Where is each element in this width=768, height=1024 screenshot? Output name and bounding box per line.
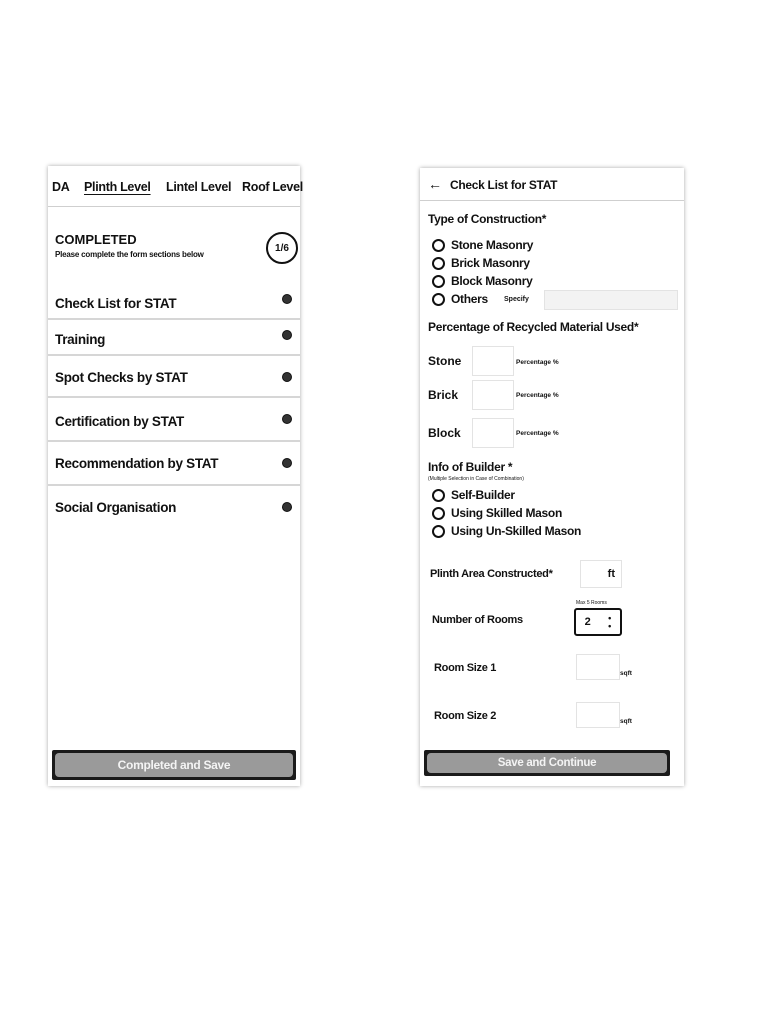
status-dot-icon [282,502,292,512]
radio-icon [432,293,445,306]
radio-icon [432,239,445,252]
option-label: Using Skilled Mason [451,506,562,520]
section-recommendation[interactable] [48,442,300,486]
radio-icon [432,525,445,538]
status-title: COMPLETED [55,232,137,247]
tab-lintel-level[interactable]: Lintel Level [166,180,232,194]
plinth-level-screen [48,166,303,786]
check-list-screen [420,168,684,786]
section-label: Recommendation by STAT [55,456,219,471]
builder-label: Info of Builder * [428,460,513,474]
option-label: Using Un-Skilled Mason [451,524,582,538]
option-label: Brick Masonry [451,256,530,270]
room-size-1-label: Room Size 1 [434,662,497,674]
radio-self-builder[interactable] [432,488,515,502]
level-tabs [48,166,303,207]
status-dot-icon [282,458,292,468]
section-label: Spot Checks by STAT [55,370,188,385]
section-label: Certification by STAT [55,414,184,429]
radio-unskilled-mason[interactable] [432,524,581,538]
progress-indicator: 1/6 [266,232,298,264]
option-label: Stone Masonry [451,238,534,252]
block-percentage-input[interactable] [472,418,514,448]
section-label: Social Organisation [55,500,177,515]
room-size-2-unit: sqft [620,718,632,725]
brick-unit-label: Percentage % [516,392,559,399]
save-continue-bar [424,750,670,776]
rooms-value: 2 [584,616,591,628]
completed-save-bar [52,750,296,780]
room-size-1-input[interactable] [576,654,620,680]
status-subtitle: Please complete the form sections below [55,250,204,259]
radio-brick-masonry[interactable] [432,256,530,270]
option-label: Block Masonry [451,274,533,288]
section-label: Check List for STAT [55,296,177,311]
back-arrow-icon[interactable]: ← [428,176,442,192]
section-spot-checks[interactable] [48,356,300,398]
room-size-2-input[interactable] [576,702,620,728]
tab-plinth-level[interactable]: Plinth Level [84,180,151,194]
radio-block-masonry[interactable] [432,274,532,288]
radio-stone-masonry[interactable] [432,238,533,252]
stone-percentage-input[interactable] [472,346,514,376]
room-size-2-label: Room Size 2 [434,710,497,722]
section-label: Training [55,332,106,347]
builder-note: (Multiple Selection in Case of Combination) [428,476,524,482]
rooms-stepper[interactable] [574,608,622,636]
radio-icon [432,275,445,288]
brick-percentage-input[interactable] [472,380,514,410]
option-label: Self-Builder [451,488,515,502]
completed-and-save-button[interactable]: Completed and Save [55,753,293,777]
section-social-organisation[interactable] [48,486,300,526]
recycled-material-label: Percentage of Recycled Material Used* [428,320,639,334]
section-certification[interactable] [48,398,300,442]
room-size-1-unit: sqft [620,670,632,677]
status-dot-icon [282,414,292,424]
block-label: Block [428,426,461,440]
radio-skilled-mason[interactable] [432,506,562,520]
save-and-continue-button[interactable]: Save and Continue [427,753,667,773]
plinth-area-input[interactable] [580,560,622,588]
plinth-area-label: Plinth Area Constructed* [430,568,553,580]
stepper-arrows-icon[interactable]: • • [608,613,612,631]
tab-da[interactable]: DA [52,180,70,194]
brick-label: Brick [428,388,459,402]
status-dot-icon [282,330,292,340]
specify-input[interactable] [544,290,678,310]
status-dot-icon [282,372,292,382]
stone-label: Stone [428,354,462,368]
construction-type-label: Type of Construction* [428,212,547,226]
stone-unit-label: Percentage % [516,359,559,366]
rooms-label: Number of Rooms [432,614,523,626]
radio-icon [432,507,445,520]
radio-icon [432,489,445,502]
max-rooms-hint: Max 5 Rooms [576,600,607,606]
option-label: Others [451,292,488,306]
page-title: Check List for STAT [450,178,558,192]
radio-others[interactable] [432,292,488,306]
specify-label: Specify [504,296,529,303]
block-unit-label: Percentage % [516,430,559,437]
completion-status [48,214,300,274]
tab-roof-level[interactable]: Roof Level [242,180,303,194]
header-bar [420,168,684,201]
status-dot-icon [282,294,292,304]
section-check-list[interactable] [48,284,300,320]
section-training[interactable] [48,320,300,356]
radio-icon [432,257,445,270]
ft-unit-label: ft [607,568,615,580]
